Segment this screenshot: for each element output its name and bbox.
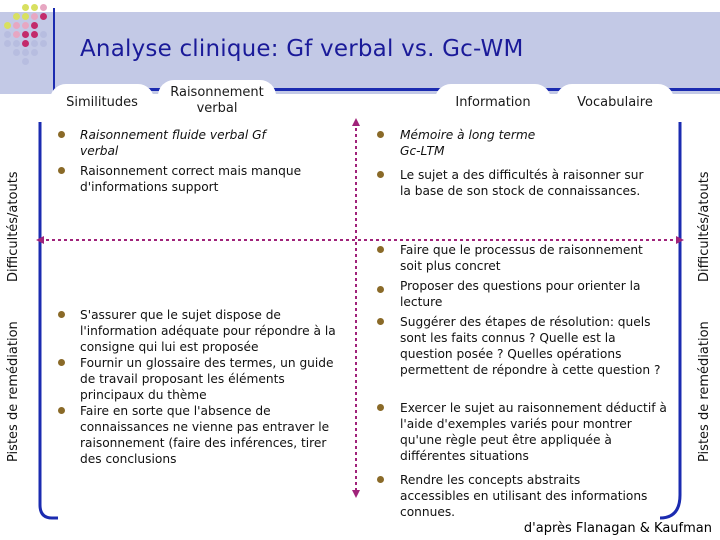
bullet-icon <box>377 246 384 253</box>
tab-vocabulaire[interactable]: Vocabulaire <box>556 84 674 122</box>
list-item: Proposer des questions pour orienter la lecture <box>400 279 641 310</box>
list-item: Faire en sorte que l'absence de connaissances ne vienne pas entraver le raisonnement (faire des inférences, tirer des conclusions <box>80 404 330 467</box>
right-top-side-label: Difficultés/atouts <box>697 171 712 282</box>
bullet-icon <box>377 404 384 411</box>
bullet-icon <box>58 359 65 366</box>
source-credit: d'après Flanagan & Kaufman <box>523 521 712 536</box>
list-item: Rendre les concepts abstraits accessibles en utilisant des informations connues. <box>400 473 648 520</box>
list-item: Mémoire à long terme Gc-LTM <box>400 128 536 159</box>
right-bottom-side-label: Pistes de remédiation <box>697 321 712 462</box>
tab-raisonnement-verbal[interactable]: Raisonnement verbal <box>158 80 276 122</box>
left-frame-line <box>40 122 58 518</box>
left-bottom-side-label: Pistes de remédiation <box>6 321 21 462</box>
tab-information[interactable]: Information <box>435 84 551 122</box>
bullet-icon <box>58 131 65 138</box>
list-item: Exercer le sujet au raisonnement déductif à l'aide d'exemples variés pour montrer qu'une règle peut être appliquée à différentes situations <box>400 401 667 464</box>
list-item: Raisonnement fluide verbal Gf verbal <box>80 128 266 159</box>
left-top-side-label: Difficultés/atouts <box>6 171 21 282</box>
bullet-icon <box>377 318 384 325</box>
bullet-icon <box>58 311 65 318</box>
bullet-icon <box>58 167 65 174</box>
list-item: Fournir un glossaire des termes, un guide de travail proposant les éléments principaux du thème <box>80 356 334 403</box>
list-item: Raisonnement correct mais manque d'informations support <box>80 164 302 195</box>
list-item: Le sujet a des difficultés à raisonner sur la base de son stock de connaissances. <box>400 168 644 199</box>
bullet-icon <box>377 131 384 138</box>
divider-arrow-top <box>352 118 360 126</box>
bullet-icon <box>377 171 384 178</box>
list-item: Faire que le processus de raisonnement soit plus concret <box>400 243 643 274</box>
bullet-icon <box>58 407 65 414</box>
bullet-icon <box>377 476 384 483</box>
bullet-icon <box>377 286 384 293</box>
tab-similitudes[interactable]: Similitudes <box>50 84 154 122</box>
list-item: S'assurer que le sujet dispose de l'information adéquate pour répondre à la consigne qui lui est proposée <box>80 308 336 355</box>
page-title: Analyse clinique: Gf verbal vs. Gc-WM <box>80 36 524 62</box>
list-item: Suggérer des étapes de résolution: quels sont les faits connus ? Quelle est la question posée ? Quelles opérations permettent de répondre à cette question ? <box>400 315 661 378</box>
divider-arrow-bottom <box>352 490 360 498</box>
